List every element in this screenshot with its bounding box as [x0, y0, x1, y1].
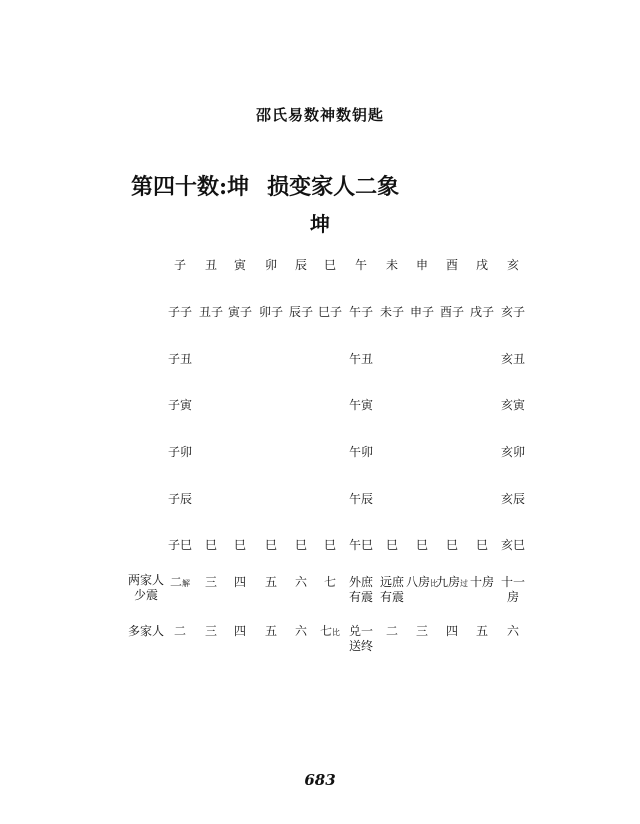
table-cell: 午巳 [348, 538, 373, 552]
table-cell: 二解 [169, 575, 190, 589]
table-cell: 亥子 [500, 305, 525, 319]
table-cell: 巳 [323, 258, 336, 272]
table-cell: 丑子 [198, 305, 223, 319]
table-cell: 八房比 [405, 575, 438, 589]
table-cell: 五 [264, 624, 277, 638]
table-cell: 辰子 [288, 305, 313, 319]
table-cell: 未 [385, 258, 398, 272]
table-cell: 子 [173, 258, 186, 272]
table-cell: 巳子 [317, 305, 342, 319]
gua-title: 坤 [310, 212, 330, 236]
table-cell: 巳 [323, 538, 336, 552]
table-cell: 子巳 [167, 538, 192, 552]
table-cell: 兑一 送终 [348, 624, 373, 653]
table-cell: 四 [445, 624, 458, 638]
table-cell: 六 [294, 624, 307, 638]
table-cell: 七 [323, 575, 336, 589]
table-cell: 午丑 [348, 352, 373, 366]
table-cell: 寅 [233, 258, 246, 272]
table-cell: 申 [415, 258, 428, 272]
table-cell: 巳 [204, 538, 217, 552]
table-cell: 午 [354, 258, 367, 272]
table-cell: 七比 [319, 624, 340, 638]
table-cell: 六 [506, 624, 519, 638]
table-cell: 亥卯 [500, 445, 525, 459]
table-cell: 巳 [294, 538, 307, 552]
table-cell: 巳 [445, 538, 458, 552]
table-cell: 四 [233, 575, 246, 589]
table-cell: 卯 [264, 258, 277, 272]
table-cell: 亥寅 [500, 398, 525, 412]
table-cell: 戌子 [469, 305, 494, 319]
table-cell: 远庶 有震 [379, 575, 404, 604]
chapter-heading [131, 170, 399, 201]
table-cell: 午卯 [348, 445, 373, 459]
table-cell: 巳 [415, 538, 428, 552]
table-cell: 外庶 有震 [348, 575, 373, 604]
table-cell: 辰 [294, 258, 307, 272]
table-cell: 三 [204, 624, 217, 638]
book-title: 邵氏易数神数钥匙 [255, 106, 384, 124]
row-label: 两家人 少震 [127, 573, 164, 602]
table-cell: 午寅 [348, 398, 373, 412]
table-cell: 巳 [475, 538, 488, 552]
table-cell: 五 [264, 575, 277, 589]
table-cell: 亥辰 [500, 492, 525, 506]
table-cell: 子丑 [167, 352, 192, 366]
table-cell: 午辰 [348, 492, 373, 506]
table-cell: 戌 [475, 258, 488, 272]
table-cell: 四 [233, 624, 246, 638]
table-cell: 巳 [233, 538, 246, 552]
table-cell: 丑 [204, 258, 217, 272]
table-cell: 十房 [469, 575, 494, 589]
table-cell: 午子 [348, 305, 373, 319]
table-cell: 三 [204, 575, 217, 589]
table-cell: 亥 [506, 258, 519, 272]
table-cell: 十一 房 [500, 575, 525, 604]
table-cell: 子子 [167, 305, 192, 319]
row-label: 多家人 [127, 624, 164, 638]
table-cell: 九房过 [435, 575, 468, 589]
table-cell: 二 [173, 624, 186, 638]
table-cell: 五 [475, 624, 488, 638]
table-cell: 申子 [409, 305, 434, 319]
table-cell: 酉子 [439, 305, 464, 319]
table-cell: 酉 [445, 258, 458, 272]
table-cell: 亥巳 [500, 538, 525, 552]
table-cell: 寅子 [227, 305, 252, 319]
table-cell: 三 [415, 624, 428, 638]
table-cell: 六 [294, 575, 307, 589]
table-cell: 子辰 [167, 492, 192, 506]
table-cell: 子寅 [167, 398, 192, 412]
table-cell: 亥丑 [500, 352, 525, 366]
table-cell: 未子 [379, 305, 404, 319]
table-cell: 卯子 [258, 305, 283, 319]
table-cell: 子卯 [167, 445, 192, 459]
table-cell: 巳 [264, 538, 277, 552]
chapter-number: 第四十数:坤 [131, 174, 250, 200]
table-cell: 二 [385, 624, 398, 638]
chapter-title: 损变家人二象 [267, 174, 400, 200]
table-cell: 巳 [385, 538, 398, 552]
page-number: 683 [304, 771, 336, 789]
